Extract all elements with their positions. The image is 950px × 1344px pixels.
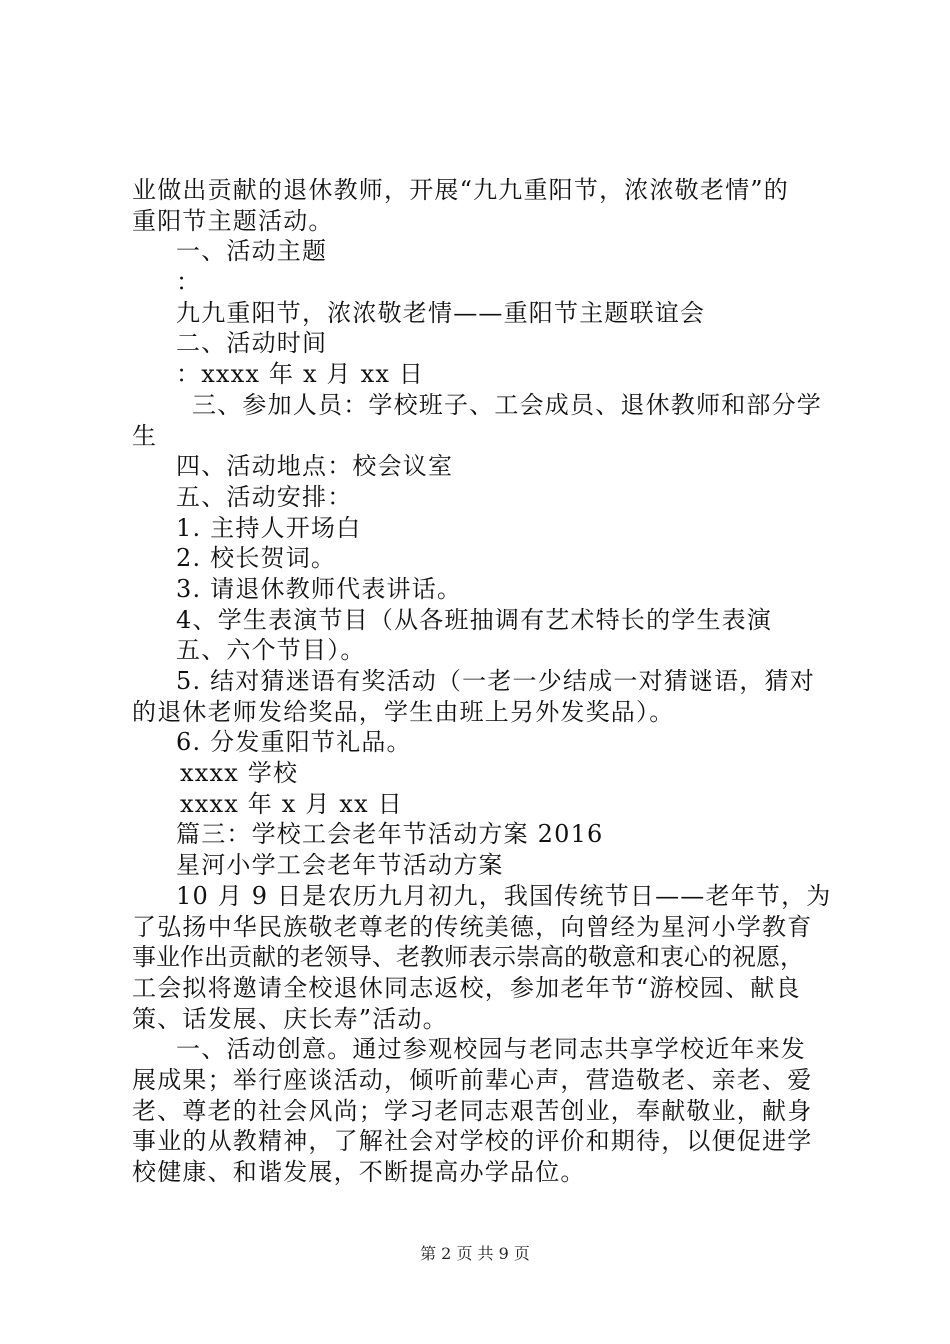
section-heading: 二、活动时间 xyxy=(176,329,328,358)
section-heading: 三、参加人员：学校班子、工会成员、退休教师和部分学 xyxy=(192,390,822,419)
chapter-heading: 篇三：学校工会老年节活动方案 2016 xyxy=(176,820,604,849)
list-item: 2. 校长贺词。 xyxy=(176,544,337,573)
list-item: 4、学生表演节目（从各班抽调有艺术特长的学生表演 xyxy=(176,605,773,634)
text-line: 五、六个节目）。 xyxy=(176,636,366,665)
text-line: 九九重阳节，浓浓敬老情——重阳节主题联谊会 xyxy=(176,298,706,327)
document-title: 星河小学工会老年节活动方案 xyxy=(176,851,504,880)
list-item: 6. 分发重阳节礼品。 xyxy=(176,728,412,757)
text-line: 事业作出贡献的老领导、老教师表示崇高的敬意和衷心的祝愿， xyxy=(132,943,804,972)
text-line: ： xyxy=(176,268,202,297)
section-heading: 一、活动主题 xyxy=(176,237,328,266)
text-line: 事业的从教精神，了解社会对学校的评价和期待，以便促进学 xyxy=(132,1127,813,1156)
text-line: 10 月 9 日是农历九月初九，我国传统节日——老年节，为 xyxy=(176,881,832,910)
text-line: 展成果；举行座谈活动，倾听前辈心声，营造敬老、亲老、爱 xyxy=(132,1065,813,1094)
text-line: 了弘扬中华民族敬老尊老的传统美德，向曾经为星河小学教育 xyxy=(132,912,813,941)
text-line: 老、尊老的社会风尚；学习老同志艰苦创业，奉献敬业，献身 xyxy=(132,1096,813,1125)
text-line: 业做出贡献的退休教师，开展“九九重阳节，浓浓敬老情”的 xyxy=(132,176,789,204)
date-line: xxxx 年 x 月 xx 日 xyxy=(180,789,403,818)
text-line: 的退休老师发给奖品，学生由班上另外发奖品）。 xyxy=(132,697,675,726)
document-body xyxy=(132,175,832,1188)
list-item: 3. 请退休教师代表讲话。 xyxy=(176,574,463,603)
text-line: ：xxxx 年 x 月 xx 日 xyxy=(176,360,425,389)
text-line: 校健康、和谐发展，不断提高办学品位。 xyxy=(132,1158,586,1186)
text-line: 生 xyxy=(132,421,158,450)
section-heading: 五、活动安排： xyxy=(176,482,353,511)
section-heading: 一、活动创意。通过参观校园与老同志共享学校近年来发 xyxy=(176,1035,806,1064)
section-heading: 四、活动地点：校会议室 xyxy=(176,452,454,481)
page-number-footer: 第 2 页 共 9 页 xyxy=(420,1244,530,1263)
list-item: 5. 结对猜迷语有奖活动（一老一少结成一对猜谜语，猜对 xyxy=(176,667,815,695)
list-item: 1. 主持人开场白 xyxy=(176,513,362,542)
text-line: 工会拟将邀请全校退休同志返校，参加老年节“游校园、献良 xyxy=(132,973,801,1002)
signature-line: xxxx 学校 xyxy=(180,759,299,788)
text-line: 重阳节主题活动。 xyxy=(132,206,334,235)
text-line: 策、话发展、庆长寿”活动。 xyxy=(132,1004,448,1033)
